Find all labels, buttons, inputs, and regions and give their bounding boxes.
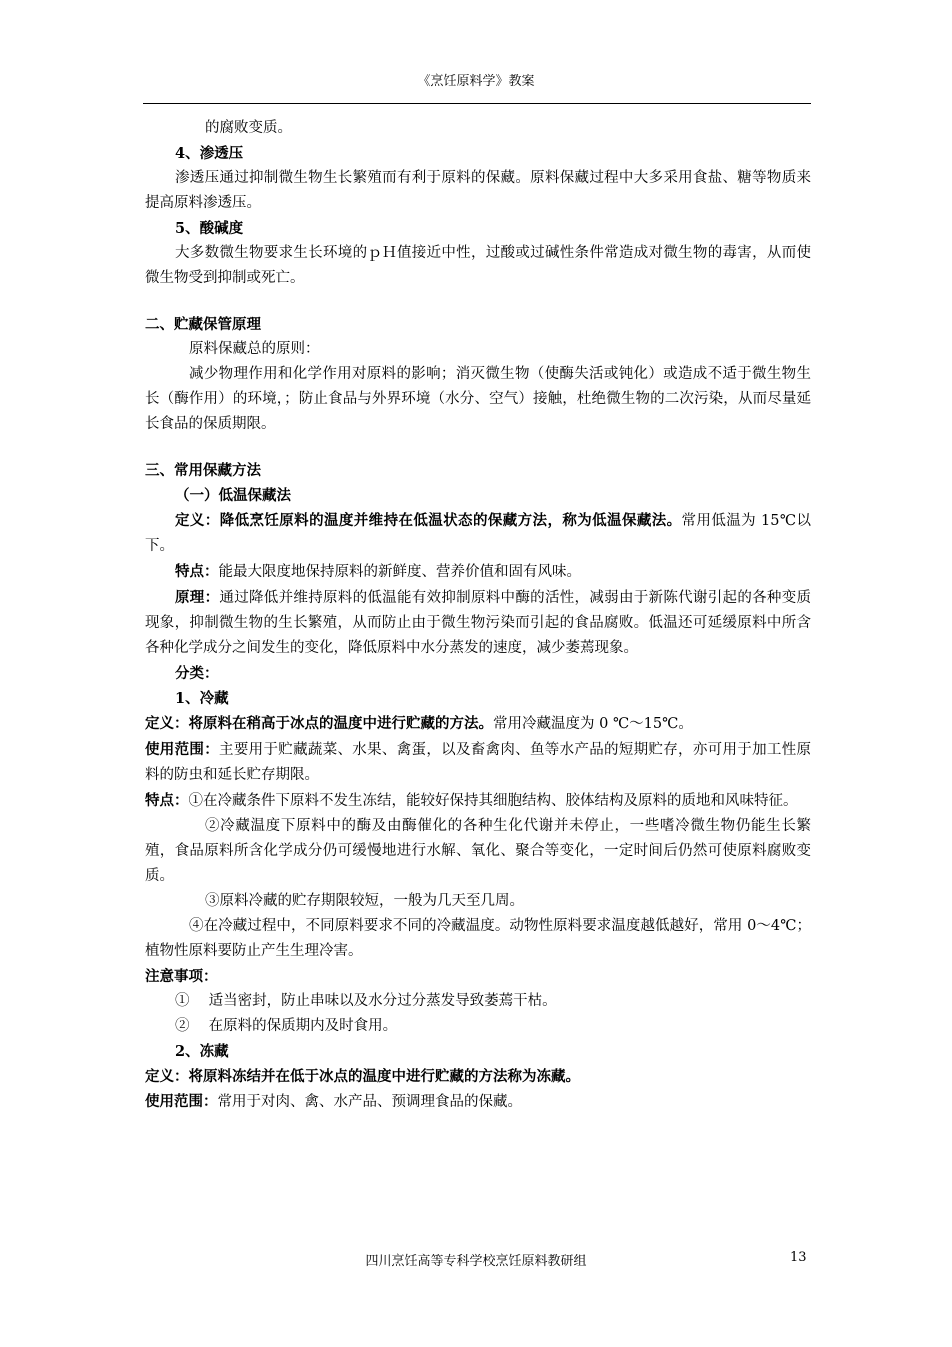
paragraph-refrigeration-usage: 使用范围：主要用于贮藏蔬菜、水果、禽蛋，以及畜禽肉、鱼等水产品的短期贮存，亦可用于加工性原料的防虫和延长贮存期限。 bbox=[145, 741, 812, 783]
section-title-storage-principle: 二、贮藏保管原理 bbox=[145, 316, 261, 333]
paragraph-principle-intro: 原料保藏总的原则： bbox=[189, 341, 320, 357]
heading-acidity: 5、酸碱度 bbox=[175, 220, 244, 237]
note-item: ② 在原料的保质期内及时食用。 bbox=[175, 1018, 398, 1034]
paragraph-freezing-definition: 定义：将原料冻结并在低于冰点的温度中进行贮藏的方法称为冻藏。 bbox=[145, 1068, 580, 1085]
heading-freezing: 2、冻藏 bbox=[175, 1043, 229, 1060]
document-body bbox=[145, 116, 811, 1115]
features-label: 特点： bbox=[175, 563, 219, 580]
subsection-title-low-temp: （一）低温保藏法 bbox=[175, 487, 291, 504]
heading-refrigeration: 1、冷藏 bbox=[175, 690, 229, 707]
paragraph-refrigeration-feature-2: ②冷藏温度下原料中的酶及由酶催化的各种生化代谢并未停止，一些嗜冷微生物仍能生长繁殖，食品原料所含化学成分仍可缓慢地进行水解、氧化、聚合等变化，一定时间后仍然可使原料腐败变质。 bbox=[145, 818, 811, 884]
heading-osmotic-pressure: 4、渗透压 bbox=[175, 145, 244, 162]
principle-label: 原理： bbox=[175, 589, 220, 606]
paragraph: 的腐败变质。 bbox=[205, 120, 292, 136]
page-header: 《烹饪原料学》教案 bbox=[417, 74, 535, 89]
paragraph-refrigeration-feature-4: ④在冷藏过程中，不同原料要求不同的冷藏温度。动物性原料要求温度越低越好，常用 0～4℃；植物性原料要防止产生生理冷害。 bbox=[145, 918, 811, 959]
paragraph-refrigeration-definition: 定义：将原料在稍高于冰点的温度中进行贮藏的方法。常用冷藏温度为 0 ℃～15℃。 bbox=[145, 715, 693, 732]
paragraph-refrigeration-features: 特点：①在冷藏条件下原料不发生冻结，能较好保持其细胞结构、胶体结构及原料的质地和风味特征。 bbox=[145, 792, 798, 809]
page-number: 13 bbox=[790, 1250, 807, 1265]
footer-text: 四川烹饪高等专科学校烹饪原料教研组 bbox=[365, 1254, 587, 1269]
definition-label: 定义：降低烹饪原料的温度并维持在低温状态的保藏方法，称为低温保藏法。 bbox=[175, 512, 682, 529]
paragraph-acidity: 大多数微生物要求生长环境的ｐＨ值接近中性，过酸或过碱性条件常造成对微生物的毒害，从而使微生物受到抑制或死亡。 bbox=[145, 245, 811, 286]
header-rule bbox=[143, 103, 811, 104]
section-title-storage-methods: 三、常用保藏方法 bbox=[145, 462, 261, 479]
paragraph-freezing-usage: 使用范围：常用于对肉、禽、水产品、预调理食品的保藏。 bbox=[145, 1093, 522, 1110]
paragraph-definition: 定义：降低烹饪原料的温度并维持在低温状态的保藏方法，称为低温保藏法。常用低温为 15℃以下。 bbox=[145, 512, 811, 554]
paragraph-features: 特点：能最大限度地保持原料的新鲜度、营养价值和固有风味。 bbox=[175, 563, 581, 580]
paragraph-principle-lowtemp: 原理：通过降低并维持原料的低温能有效抑制原料中酶的活性，减弱由于新陈代谢引起的各种变质现象，抑制微生物的生长繁殖，从而防止由于微生物污染而引起的食品腐败。低温还可延缓原料中所含各种化学成分之间发生的变化，降低原料中水分蒸发的速度，减少萎蔫现象。 bbox=[145, 589, 812, 656]
paragraph-refrigeration-feature-3: ③原料冷藏的贮存期限较短，一般为几天至几周。 bbox=[205, 893, 524, 909]
paragraph-principle: 减少物理作用和化学作用对原料的影响；消灭微生物（使酶失活或钝化）或造成不适于微生物生长（酶作用）的环境，；防止食品与外界环境（水分、空气）接触，杜绝微生物的二次污染，从而尽量延长食品的保质期限。 bbox=[145, 366, 811, 432]
paragraph-osmotic-pressure: 渗透压通过抑制微生物生长繁殖而有利于原料的保藏。原料保藏过程中大多采用食盐、糖等物质来提高原料渗透压。 bbox=[145, 170, 811, 211]
classification-label: 分类： bbox=[175, 665, 219, 682]
note-item: ① 适当密封，防止串味以及水分过分蒸发导致萎蔫干枯。 bbox=[175, 993, 557, 1009]
notes-label: 注意事项： bbox=[145, 968, 218, 985]
